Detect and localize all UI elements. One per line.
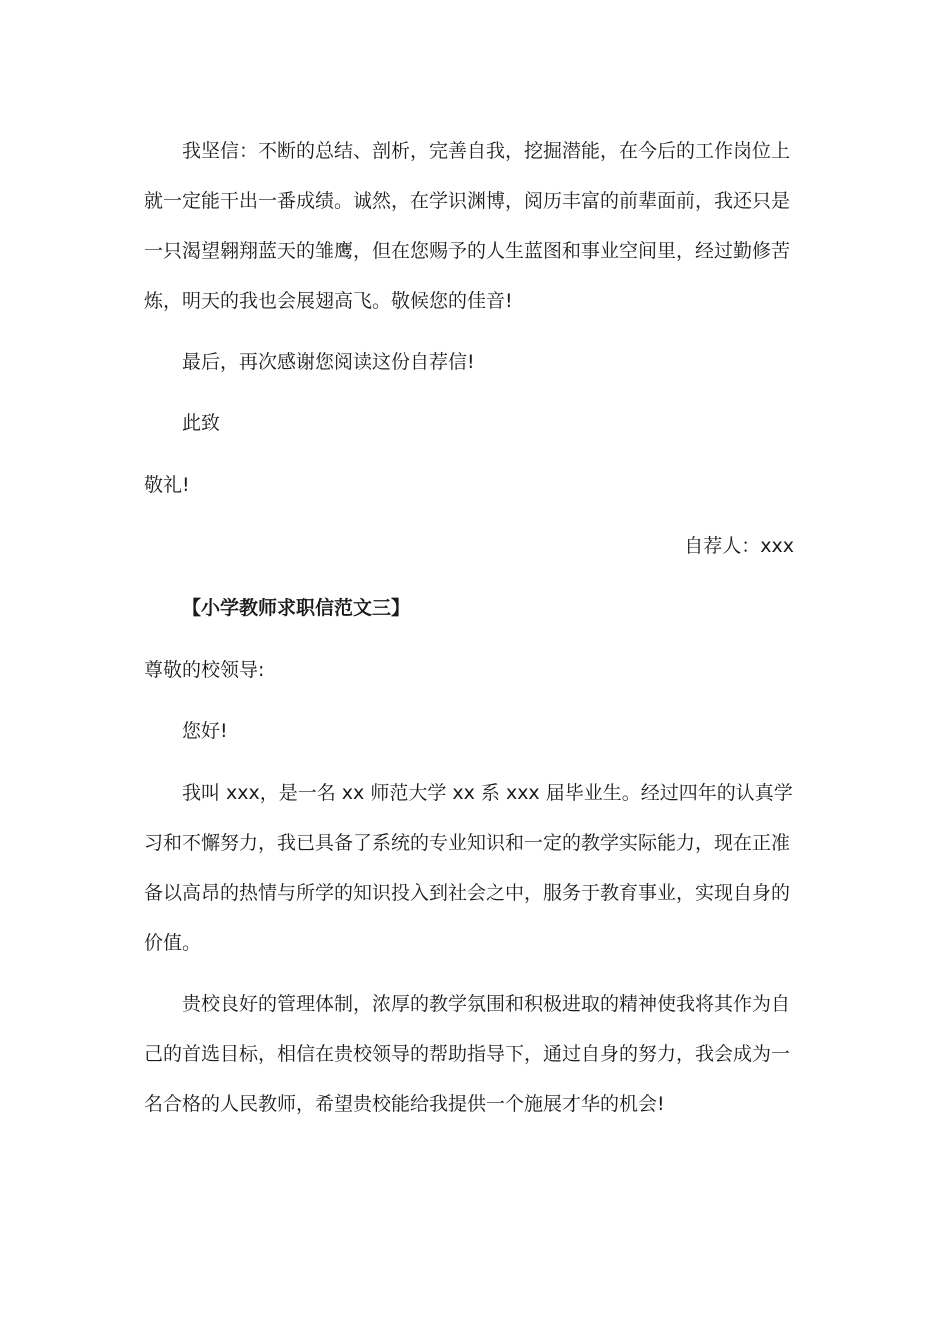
signature: 自荐人：xxx xyxy=(684,535,794,557)
paragraph-belief: 我坚信：不断的总结、剖析，完善自我，挖掘潜能，在今后的工作岗位上就一定能干出一番成绩。诚然，在学识渊博，阅历丰富的前辈面前，我还只是一只渴望翱翔蓝天的雏鹰，但在您赐予的人生蓝图和事业空间里，经过勤修苦炼，明天的我也会展翅高飞。敬候您的佳音! xyxy=(144,140,791,312)
greeting: 您好! xyxy=(182,720,228,742)
paragraph-school: 贵校良好的管理体制，浓厚的教学氛围和积极进取的精神使我将其作为自己的首选目标，相信在贵校领导的帮助指导下，通过自身的努力，我会成为一名合格的人民教师，希望贵校能给我提供一个施展才华的机会! xyxy=(144,993,791,1115)
paragraph-intro: 我叫 xxx，是一名 xx 师范大学 xx 系 xxx 届毕业生。经过四年的认真学习和不懈努力，我已具备了系统的专业知识和一定的教学实际能力，现在正准备以高昂的热情与所学的知识投入到社会之中，服务于教育事业，实现自身的价值。 xyxy=(144,782,793,954)
closing-line-2: 敬礼! xyxy=(144,474,190,496)
paragraph-thanks: 最后，再次感谢您阅读这份自荐信! xyxy=(182,351,475,373)
closing-line-1: 此致 xyxy=(182,412,221,434)
section-heading: 【小学教师求职信范文三】 xyxy=(182,597,411,619)
salutation: 尊敬的校领导: xyxy=(144,659,265,681)
